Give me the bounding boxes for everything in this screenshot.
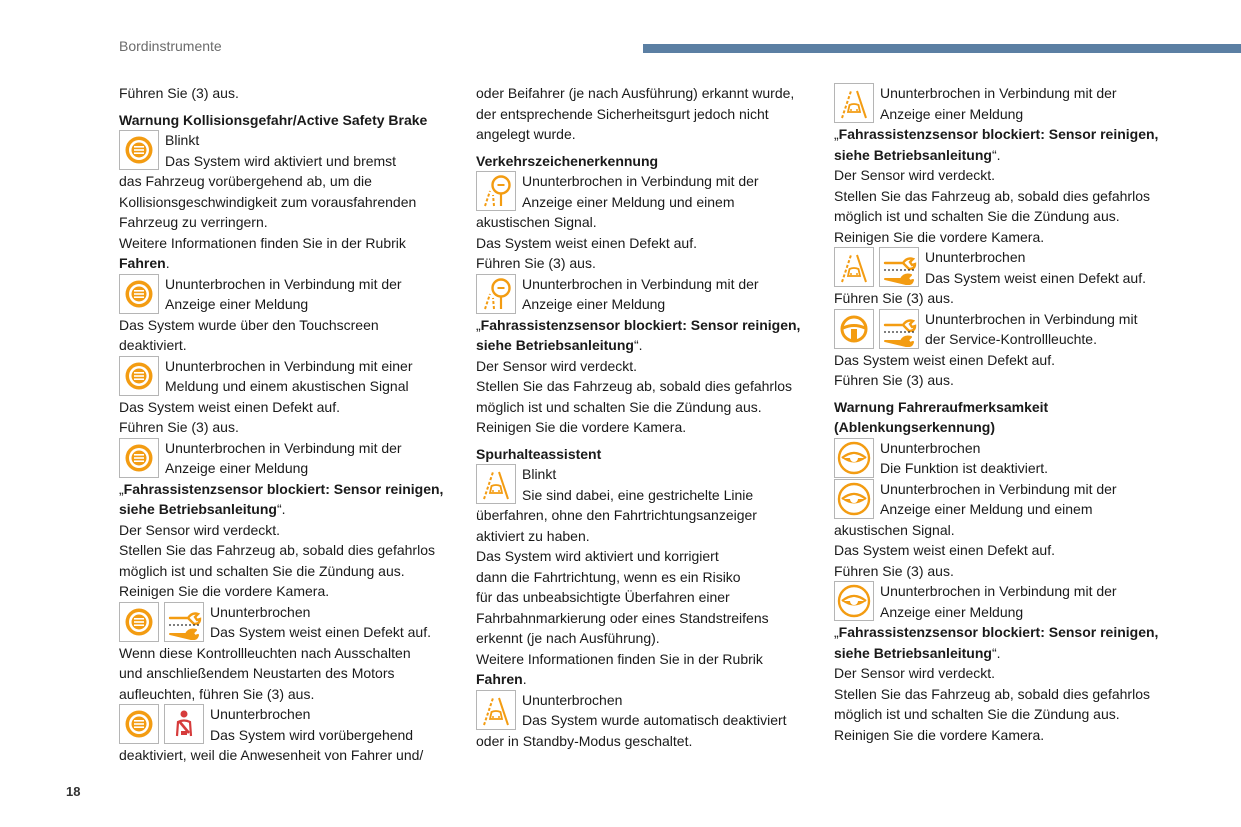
section-heading-collision: Warnung Kollisionsgefahr/Active Safety Brake [119,111,428,128]
brake-warning-icon [119,274,159,314]
lane-assist-icon [476,464,516,504]
section-title: Bordinstrumente [119,38,222,54]
brake-warning-icon [119,704,159,744]
indicator-row: Ununterbrochen in Verbindung mit der Anzeige einer Meldung und einem [476,171,821,212]
seatbelt-icon [164,704,204,744]
section-heading-attention: Warnung Fahreraufmerksamkeit (Ablenkungserkennung) [834,398,1049,435]
traffic-sign-icon [476,274,516,314]
link-fahren: Fahren [119,255,166,271]
service-wrench-icon [879,247,919,287]
driver-attention-eye-icon [834,479,874,519]
lane-assist-icon [476,690,516,730]
section-heading-lane-assist: Spurhalteassistent [476,445,602,462]
column-2: oder Beifahrer (je nach Ausführung) erkannt wurde, der entsprechende Sicherheitsgurt jedoch nicht angelegt wurde. Verkehrszeichenerkennung Ununterbrochen in Verbindung mit der Anzeige einer Meldung und einem akustischen Signal. Das System weist einen Defekt auf. Führen Sie (3) aus. Ununterbrochen in Verbindung mit der Anzeige einer Meldung „Fahrassistenzsensor blockiert: Sensor reinigen, siehe Betriebsanleitung“. Der Sensor wird verdeckt. Stellen Sie das Fahrzeug ab, sobald dies gefahrlos möglich ist und schalten Sie die Zündung aus. Reinigen Sie die vordere Kamera. Spurhalteassistent Blinkt Sie sind dabei, eine gestrichelte Linie überfahren, ohne den Fahrtrichtungsanzeiger aktiviert zu haben. Das System wird aktiviert und korrigiert dann die Fahrtrichtung, wenn es ein Risiko für das unbeabsichtigte Überfahren einer Fahrbahnmarkierung oder eines Standstreifens erkennt (je nach Ausführung). Weitere Informationen finden Sie in der Rubrik Fahren. Ununterbrochen Das System wurde automatisch deaktiviert oder in Standby-Modus geschaltet. [476,83,821,751]
indicator-row: Ununterbrochen in Verbindung mit der Anzeige einer Meldung [834,83,1179,124]
indicator-row: Blinkt Das System wird aktiviert und bremst [119,130,464,171]
indicator-row: Ununterbrochen in Verbindung mit der Anzeige einer Meldung [834,581,1179,622]
indicator-row: Ununterbrochen in Verbindung mit einer Meldung und einem akustischen Signal [119,356,464,397]
page-number: 18 [66,784,81,799]
service-wrench-icon [164,602,204,642]
traffic-sign-icon [476,171,516,211]
driver-attention-eye-icon [834,438,874,478]
indicator-row: Blinkt Sie sind dabei, eine gestrichelte Linie [476,464,821,505]
link-fahren: Fahren [476,671,523,687]
indicator-row: Ununterbrochen in Verbindung mit der Anzeige einer Meldung [476,274,821,315]
text-line: Führen Sie (3) aus. [119,85,239,101]
lane-assist-icon [834,83,874,123]
brake-warning-icon [119,602,159,642]
service-wrench-icon [879,309,919,349]
section-heading-traffic-signs: Verkehrszeichenerkennung [476,152,659,169]
brake-warning-icon [119,356,159,396]
brake-warning-icon [119,130,159,170]
indicator-row: Ununterbrochen in Verbindung mit der Anzeige einer Meldung [119,438,464,479]
lane-assist-icon [834,247,874,287]
indicator-row: Ununterbrochen Die Funktion ist deaktiviert. [834,438,1179,479]
indicator-row: Ununterbrochen Das System wird vorübergehend [119,704,464,745]
driver-attention-eye-icon [834,581,874,621]
indicator-row: Ununterbrochen Das System weist einen Defekt auf. [119,602,464,643]
steering-wheel-icon [834,309,874,349]
indicator-row: Ununterbrochen in Verbindung mit der Anzeige einer Meldung und einem [834,479,1179,520]
column-1: Führen Sie (3) aus. Warnung Kollisionsgefahr/Active Safety Brake Blinkt Das System wird aktiviert und bremst das Fahrzeug vorübergehend ab, um die Kollisionsgeschwindigkeit zum vorausfahrenden Fahrzeug zu verringern. Weitere Informationen finden Sie in der Rubrik Fahren. Ununterbrochen in Verbindung mit der Anzeige einer Meldung Das System wurde über den Touchscreen deaktiviert. Ununterbrochen in Verbindung mit einer Meldung und einem akustischen Signal Das System weist einen Defekt auf. Führen Sie (3) aus. Ununterbrochen in Verbindung mit der Anzeige einer Meldung „Fahrassistenzsensor blockiert: Sensor reinigen, siehe Betriebsanleitung“. Der Sensor wird verdeckt. Stellen Sie das Fahrzeug ab, sobald dies gefahrlos möglich ist und schalten Sie die Zündung aus. Reinigen Sie die vordere Kamera. Ununterbrochen Das System weist einen Defekt auf. Wenn diese Kontrollleuchten nach Ausschalten und anschließendem Neustarten des Motors aufleuchten, führen Sie (3) aus. Ununterbrochen Das System wird vorübergehend deaktiviert, weil die Anwesenheit von Fahrer und/ [119,83,464,766]
indicator-row: Ununterbrochen in Verbindung mit der Anzeige einer Meldung [119,274,464,315]
header-accent-bar [643,44,1241,53]
indicator-row: Ununterbrochen in Verbindung mit der Service-Kontrollleuchte. [834,309,1179,350]
indicator-row: Ununterbrochen Das System wurde automatisch deaktiviert [476,690,821,731]
indicator-row: Ununterbrochen Das System weist einen Defekt auf. [834,247,1179,288]
brake-warning-icon [119,438,159,478]
column-3: Ununterbrochen in Verbindung mit der Anzeige einer Meldung „Fahrassistenzsensor blockiert: Sensor reinigen, siehe Betriebsanleitung“. Der Sensor wird verdeckt. Stellen Sie das Fahrzeug ab, sobald dies gefahrlos möglich ist und schalten Sie die Zündung aus. Reinigen Sie die vordere Kamera. Ununterbrochen Das System weist einen Defekt auf. Führen Sie (3) aus. Ununterbrochen in Verbindung mit der Service-Kontrollleuchte. Das System weist einen Defekt auf. Führen Sie (3) aus. Warnung Fahreraufmerksamkeit (Ablenkungserkennung) Ununterbrochen Die Funktion ist deaktiviert. Ununterbrochen in Verbindung mit der Anzeige einer Meldung und einem akustischen Signal. Das System weist einen Defekt auf. Führen Sie (3) aus. Ununterbrochen in Verbindung mit der Anzeige einer Meldung „Fahrassistenzsensor blockiert: Sensor reinigen, siehe Betriebsanleitung“. Der Sensor wird verdeckt. Stellen Sie das Fahrzeug ab, sobald dies gefahrlos möglich ist und schalten Sie die Zündung aus. Reinigen Sie die vordere Kamera. [834,83,1179,745]
